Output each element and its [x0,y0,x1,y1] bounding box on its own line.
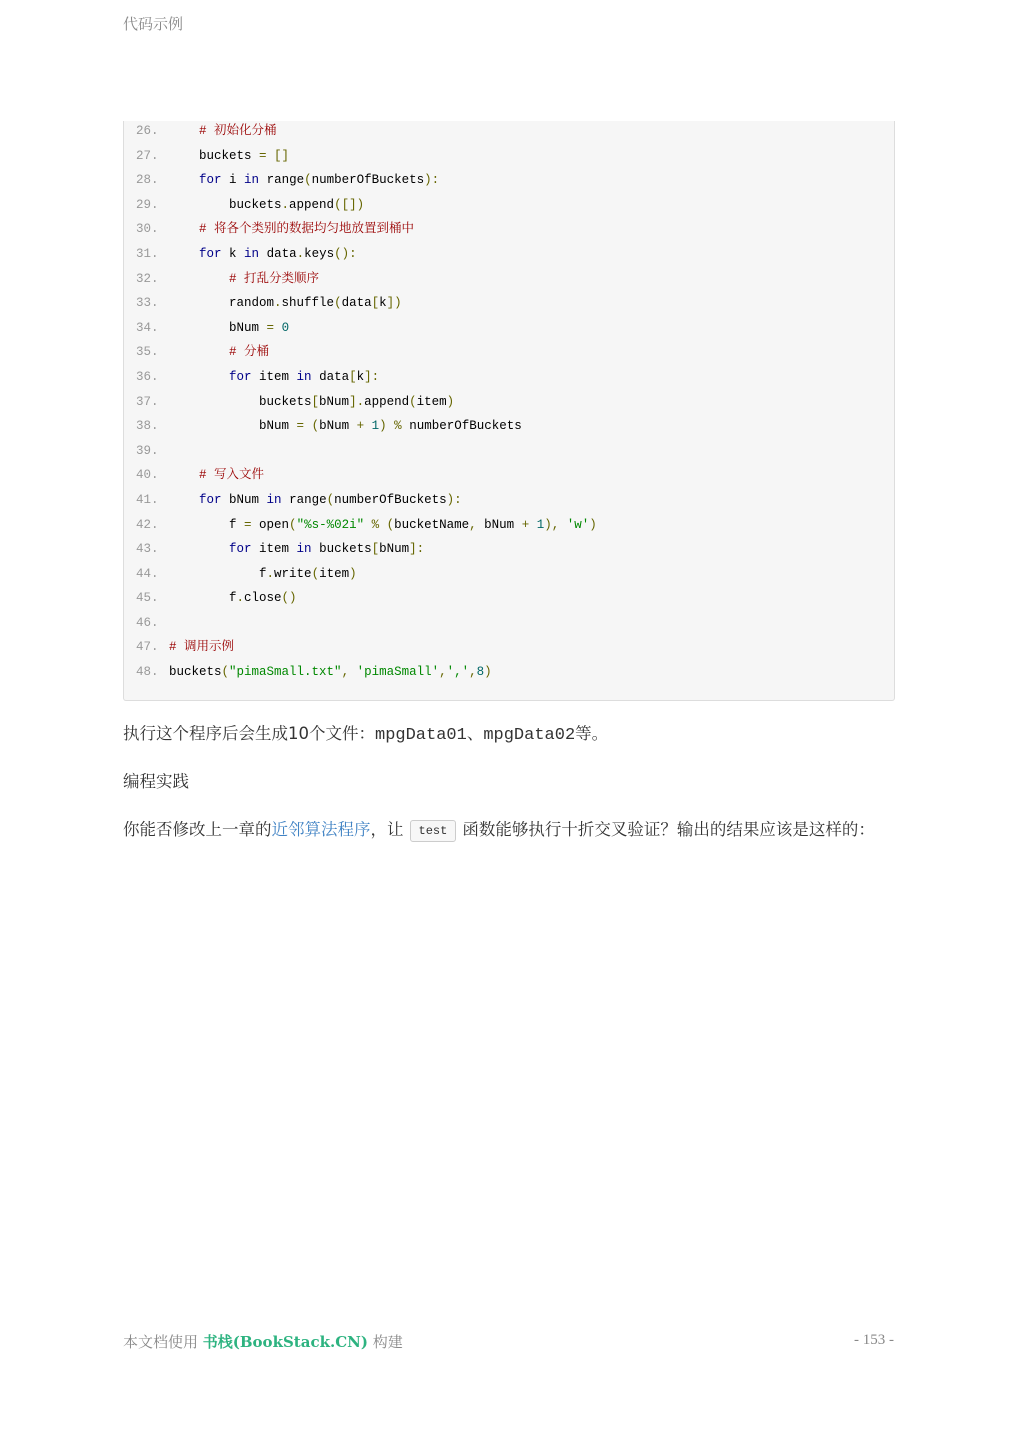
code-token [304,419,312,433]
code-text [169,564,357,584]
code-text [169,219,414,239]
filename-text: mpgData02 [483,726,576,745]
inline-code: test [410,820,457,842]
code-token: bNum [379,542,410,557]
line-number: 34. [136,320,159,335]
code-token: ]) [386,296,402,311]
code-line [124,318,894,343]
footer-prefix: 本文档使用 [123,1333,203,1351]
code-line [124,219,894,244]
code-token: ]. [349,394,365,409]
code-token [529,518,537,532]
code-token: close [244,591,282,606]
code-token: in [244,246,260,261]
code-token: , [469,665,477,680]
code-line [124,170,894,195]
paragraph-text: 执行这个程序后会生成10个文件： [123,724,375,743]
line-number: 36. [136,369,159,384]
code-token: [ [311,394,320,409]
code-token: . [236,591,245,606]
code-token: # 初始化分桶 [199,124,277,138]
code-token: # 打乱分类顺序 [229,271,320,286]
code-token [169,370,229,384]
code-block [123,121,895,701]
code-text [169,515,597,535]
code-token [169,345,229,359]
code-token: f [169,517,245,532]
code-token [274,321,282,335]
code-line [124,367,894,392]
code-token: 1 [371,419,380,434]
code-line [124,441,894,466]
code-line [124,195,894,220]
code-token: append [289,197,335,212]
code-token: () [281,591,297,606]
code-token: 1 [536,517,545,532]
code-token: 0 [281,320,290,335]
line-number: 38. [136,419,159,434]
code-token [379,518,387,532]
code-line [124,637,894,662]
code-token: . [266,566,275,581]
code-token [364,419,372,433]
code-token: open [251,517,290,532]
code-token: buckets [169,394,312,409]
line-number: 46. [136,615,159,630]
line-number: 26. [136,124,159,138]
code-token: ) [589,517,597,532]
code-line [124,121,894,146]
code-token: write [274,566,312,581]
line-number: 39. [136,443,159,458]
code-token: "%s-%02i" [296,517,365,532]
code-line [124,146,894,171]
code-line [124,269,894,294]
code-text [169,293,402,313]
code-line [124,416,894,441]
page-number: - 153 - [854,1332,894,1348]
code-token: bNum [169,419,297,434]
code-text [169,465,264,485]
code-token: ) [446,394,455,409]
code-token: "pimaSmall.txt" [229,665,342,680]
code-token: 8 [476,665,485,680]
code-token [169,124,199,138]
code-token [169,468,199,482]
code-text [169,195,364,215]
code-token: in [296,369,312,384]
code-line [124,342,894,367]
paragraph-text: 等。 [575,724,609,743]
code-token: data [259,246,297,261]
code-token: ( [386,517,395,532]
paragraph-text: 你能否修改上一章的 [123,820,272,839]
code-token: + [521,517,530,532]
paragraph-text: 函数能够执行十折交叉验证？输出的结果应该是这样的： [462,820,875,839]
filename-text: mpgData01 [375,726,467,745]
code-token: , [469,517,477,532]
line-number: 29. [136,197,159,212]
code-text [169,318,289,338]
code-token: numberOfBuckets [401,419,522,434]
code-token: bNum [476,517,522,532]
code-token: bucketName [394,517,470,532]
line-number: 42. [136,517,159,532]
code-token: . [281,197,290,212]
line-number: 43. [136,542,159,557]
code-line [124,613,894,638]
code-line [124,293,894,318]
code-token: , [341,665,350,680]
code-token: i [221,173,245,188]
section-heading: 编程实践 [123,772,189,791]
code-text [169,121,277,141]
code-token: % [371,517,380,532]
code-text [169,416,522,436]
code-token: item [251,542,297,557]
line-number: 32. [136,271,159,286]
code-text [169,392,454,412]
code-token: # 写入文件 [199,468,265,483]
code-token: ( [304,173,312,188]
code-token: = [296,419,305,434]
line-number: 44. [136,566,159,581]
code-token: = [244,517,252,532]
code-text [169,490,462,510]
code-token: ( [311,566,320,581]
code-token: ( [311,419,320,434]
code-token: item [416,394,447,409]
code-token: (): [334,246,357,261]
code-token: for [199,492,222,507]
code-token: buckets [311,542,372,557]
code-token [169,173,199,187]
code-line [124,465,894,490]
code-token: # 将各个类别的数据均匀地放置到桶中 [199,222,415,237]
code-token: shuffle [281,296,335,311]
code-token: item [251,369,297,384]
line-number: 30. [136,222,159,237]
code-token: buckets [169,665,222,680]
code-token [349,665,357,679]
code-token: f [169,566,267,581]
code-token: ]: [364,369,380,384]
paragraph-exercise [123,817,893,843]
code-line [124,392,894,417]
code-token [169,222,199,236]
line-number: 27. [136,148,159,163]
code-token: [] [274,148,290,163]
code-token: range [281,492,327,507]
code-token: ( [326,492,335,507]
code-token: ( [221,665,230,680]
code-token: item [319,566,350,581]
code-token: k [356,369,365,384]
code-token [169,542,229,556]
code-token: buckets [169,197,282,212]
code-line [124,588,894,613]
code-token [267,149,275,163]
code-token: bNum [169,320,267,335]
code-token: [ [371,296,380,311]
code-token: for [229,542,252,557]
code-token: ): [446,492,462,507]
footer-credit [123,1331,403,1352]
code-token: ( [334,296,342,311]
code-lines [124,121,894,687]
line-number: 41. [136,492,159,507]
code-text [169,637,234,657]
code-line [124,490,894,515]
page-header-title: 代码示例 [123,15,184,33]
code-token: ([]) [334,197,365,212]
code-token: for [199,246,222,261]
code-token: k [221,246,245,261]
code-token: data [311,369,350,384]
code-line [124,244,894,269]
code-token: ]: [409,542,425,557]
code-token: append [364,394,410,409]
line-number: 40. [136,468,159,483]
code-token: random [169,296,275,311]
code-token: in [296,542,312,557]
code-token: ), [544,517,560,532]
code-token: for [199,173,222,188]
code-token: # 分桶 [229,345,270,360]
code-token [169,247,199,261]
code-token: ) [379,419,387,434]
footer-suffix: 构建 [367,1333,403,1351]
code-line [124,515,894,540]
code-token: = [266,320,275,335]
code-token: f [169,591,237,606]
paragraph-text: 、 [466,724,484,743]
code-token: ) [349,566,357,581]
code-token: ( [289,517,297,532]
code-token [169,493,199,507]
line-number: 48. [136,665,159,680]
code-token [364,518,372,532]
code-token: k [379,296,387,311]
code-token [559,518,567,532]
code-token: 'pimaSmall' [356,665,440,680]
code-text [169,244,357,264]
line-number: 35. [136,345,159,360]
code-token: for [229,369,252,384]
code-text [169,342,269,362]
code-text [169,170,439,190]
code-token: in [266,492,282,507]
code-token: 'w' [566,517,590,532]
line-number: 31. [136,246,159,261]
code-token: data [341,296,372,311]
bookstack-link[interactable]: 书栈(BookStack.CN) [202,1333,368,1351]
line-number: 45. [136,591,159,606]
code-line [124,539,894,564]
code-token: buckets [169,148,260,163]
code-text [169,367,379,387]
code-token: numberOfBuckets [311,173,425,188]
code-token: bNum [221,492,267,507]
line-number: 37. [136,394,159,409]
code-token: . [296,246,305,261]
code-token: [ [349,369,357,384]
code-text [169,539,424,559]
code-line [124,662,894,687]
code-token: [ [371,542,380,557]
code-token: numberOfBuckets [334,492,447,507]
code-text [169,588,297,608]
code-token: range [259,173,305,188]
code-token: bNum [319,419,357,434]
line-number: 28. [136,173,159,188]
code-token: % [394,419,402,434]
paragraph-output-files [123,721,893,749]
code-token: . [274,296,282,311]
code-token: ) [484,665,492,680]
code-token: keys [304,246,335,261]
code-token: bNum [319,394,350,409]
code-token: in [244,173,260,188]
code-token: + [356,419,365,434]
code-text [169,662,492,682]
knn-program-link[interactable]: 近邻算法程序 [271,820,371,839]
paragraph-text: ，让 [370,820,404,839]
code-token: # 调用示例 [169,640,235,655]
code-token: ( [409,394,417,409]
line-number: 47. [136,640,159,655]
code-text [169,146,289,166]
code-token: ',' [446,665,470,680]
code-text [169,269,319,289]
line-number: 33. [136,296,159,311]
code-token [169,272,229,286]
code-line [124,564,894,589]
code-token: , [439,665,447,680]
code-token: = [259,148,267,163]
code-token: ): [424,173,440,188]
